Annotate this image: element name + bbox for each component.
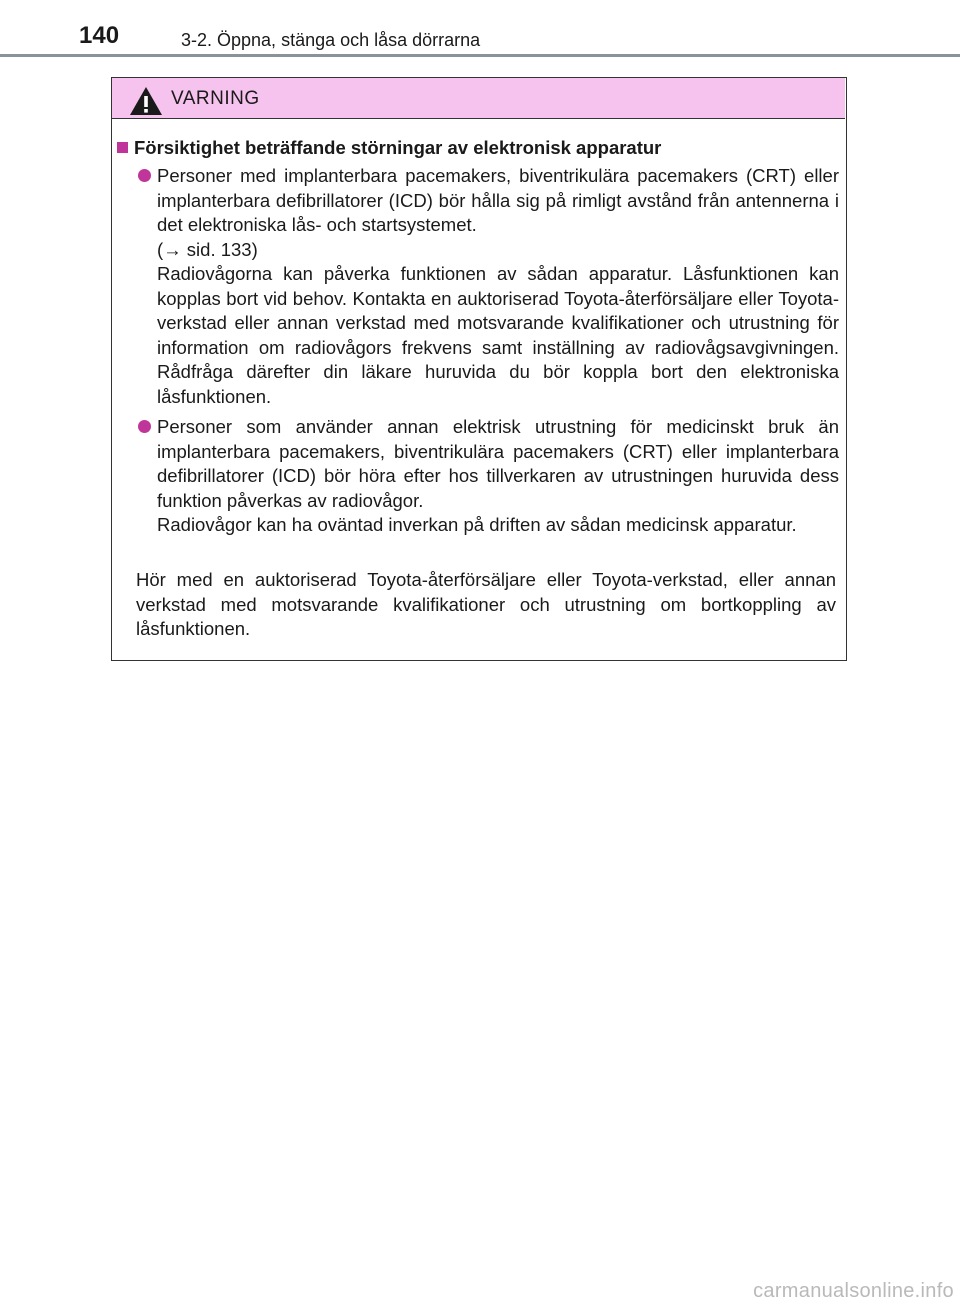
- bullet-text: [157, 415, 839, 538]
- watermark-text: carmanualsonline.info: [753, 1280, 954, 1302]
- bullet-paragraph: Personer med implanterbara pacemakers, biventrikulära pacemakers (CRT) eller implanterbara defibrillatorer (ICD) bör hålla sig på rimligt avstånd från antennerna i det elektroniska lås- och startsystemet.: [157, 165, 839, 235]
- square-bullet-icon: [117, 142, 128, 153]
- closing-paragraph: Hör med en auktoriserad Toyota-återförsäljare eller Toyota-verkstad, eller annan verkstad med motsvarande kvalifikationer och utrustning om bortkoppling av låsfunktionen.: [136, 569, 836, 639]
- round-bullet-icon: [138, 169, 151, 182]
- bullet-item: [133, 415, 839, 538]
- bullet-paragraph: Radiovågorna kan påverka funktionen av sådan apparatur. Låsfunktionen kan kopplas bort vid behov. Kontakta en auktoriserad Toyota-återförsäljare eller Toyota-verkstad eller annan verkstad med motsvarande kvalifikationer och utrustning för information om radiovågors frekvens samt inställning av radiovågsavgivningen. Rådfråga därefter din läkare huruvida du bör koppla bort den elektroniska låsfunktionen.: [157, 263, 839, 407]
- page-header: [0, 0, 960, 56]
- bullet-item: [133, 164, 839, 409]
- section-title: 3-2. Öppna, stänga och låsa dörrarna: [181, 30, 481, 50]
- bullet-paragraph: Radiovågor kan ha oväntad inverkan på driften av sådan medicinsk apparatur.: [157, 514, 797, 535]
- warning-label: VARNING: [171, 88, 260, 109]
- bullet-text: [157, 164, 839, 409]
- warning-subheading: [117, 136, 661, 160]
- header-rule: [0, 54, 960, 57]
- warning-box: [111, 77, 847, 661]
- bullet-paragraph: Personer som använder annan elektrisk utrustning för medicinskt bruk än implanterbara pacemakers, biventrikulära pacemakers (CRT) eller implanterbara defibrillatorer (ICD) bör höra efter hos tillverkaren av utrustningen huruvida dess funktion påverkas av radiovågor.: [157, 416, 839, 511]
- warning-header: [112, 78, 845, 119]
- round-bullet-icon: [138, 420, 151, 433]
- page-reference: (→ sid. 133): [157, 238, 258, 260]
- warning-triangle-icon: [129, 86, 163, 116]
- page-number: 140: [79, 22, 120, 49]
- subheading-text: Försiktighet beträffande störningar av elektronisk apparatur: [134, 137, 662, 158]
